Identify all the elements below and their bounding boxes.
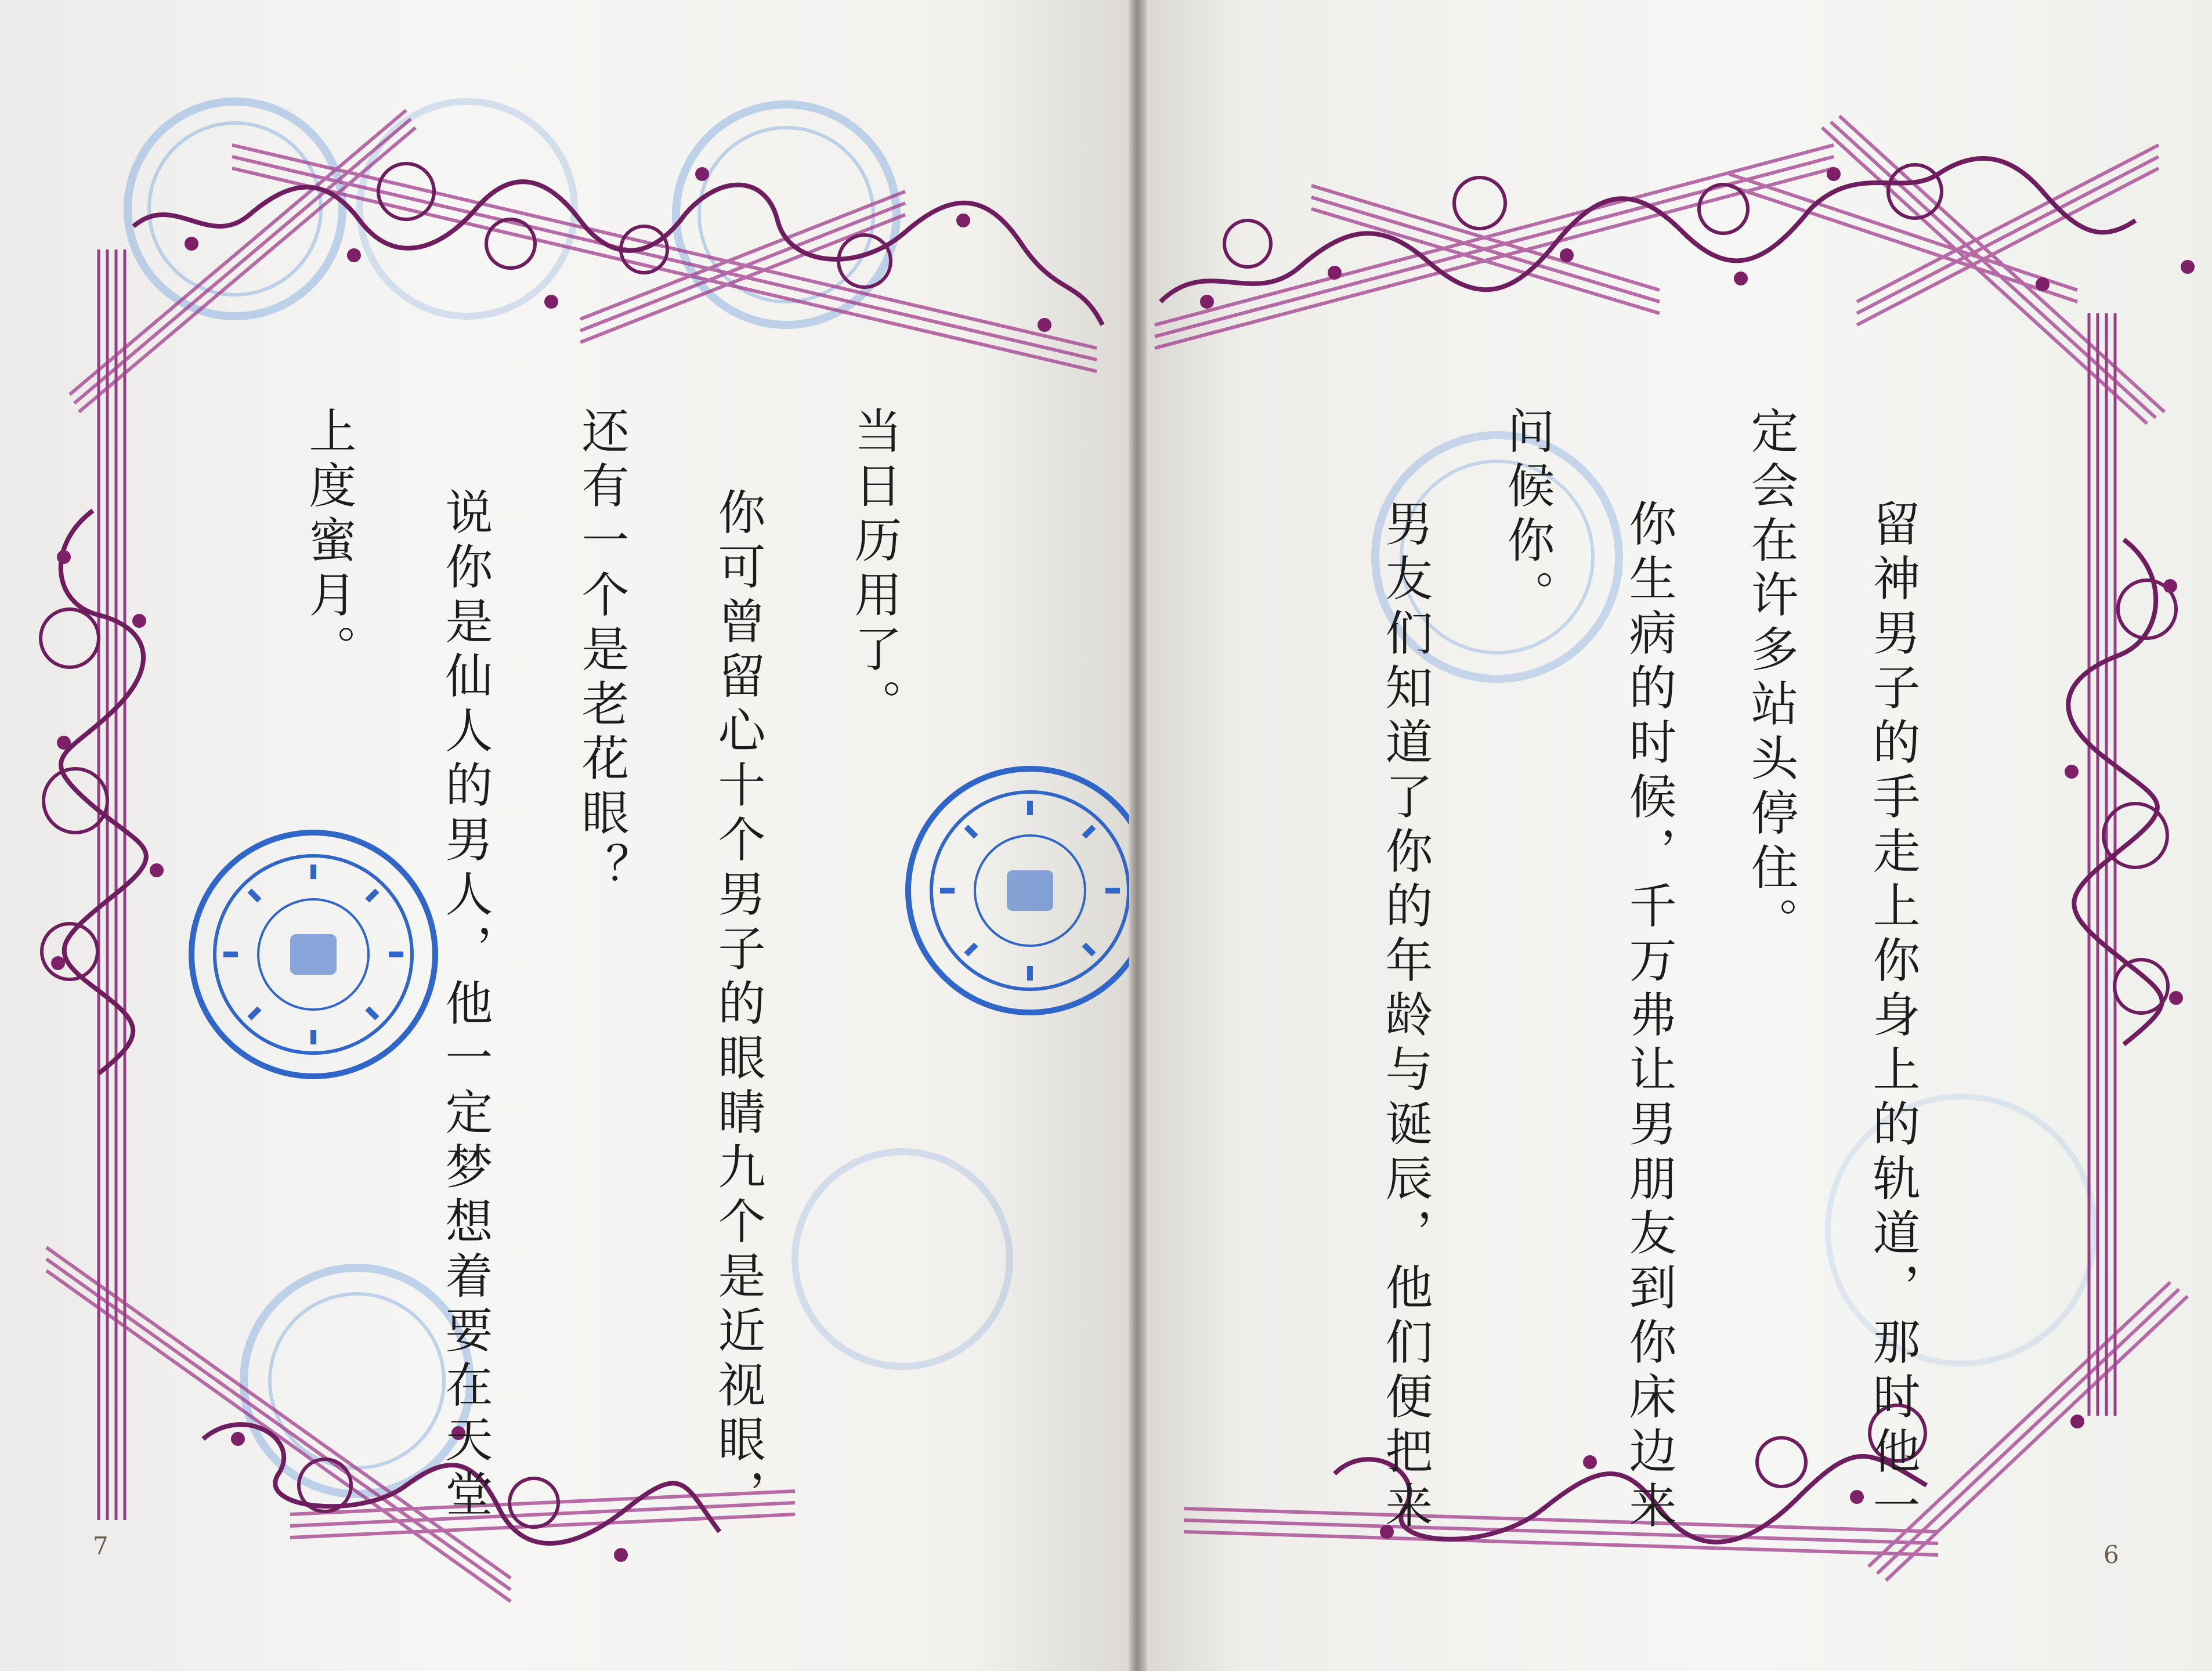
text-column-3: 你生病的时候，千万弗让男朋友到你床边来	[1621, 499, 1676, 1535]
text-column-4: 说你是仙人的男人，他一定梦想着要在天堂	[438, 487, 493, 1524]
text-column-2: 定会在许多站头停住。	[1743, 406, 1798, 952]
text-column-1: 留神男子的手走上你身上的轨道，那时他一	[1865, 499, 1920, 1535]
faded-clock-stamp-icon	[128, 102, 1010, 1494]
faded-clock-stamp-icon	[1375, 435, 2095, 1363]
book-spine	[1129, 0, 1147, 1671]
clock-stamp-icon	[191, 769, 1137, 1076]
text-column-5: 男友们知道了你的年龄与诞辰，他们便把来	[1378, 499, 1433, 1535]
text-column-4: 问候你。	[1499, 406, 1555, 624]
page-number: 7	[93, 1532, 109, 1560]
text-column-3: 还有一个是老花眼？	[574, 406, 629, 897]
page-number: 6	[2103, 1540, 2119, 1569]
text-column-1: 当日历用了。	[847, 406, 902, 733]
right-page	[1137, 0, 2212, 1671]
text-column-2: 你可曾留心十个男子的眼睛九个是近视眼，	[710, 487, 765, 1524]
text-column-5: 上度蜜月。	[301, 406, 356, 679]
